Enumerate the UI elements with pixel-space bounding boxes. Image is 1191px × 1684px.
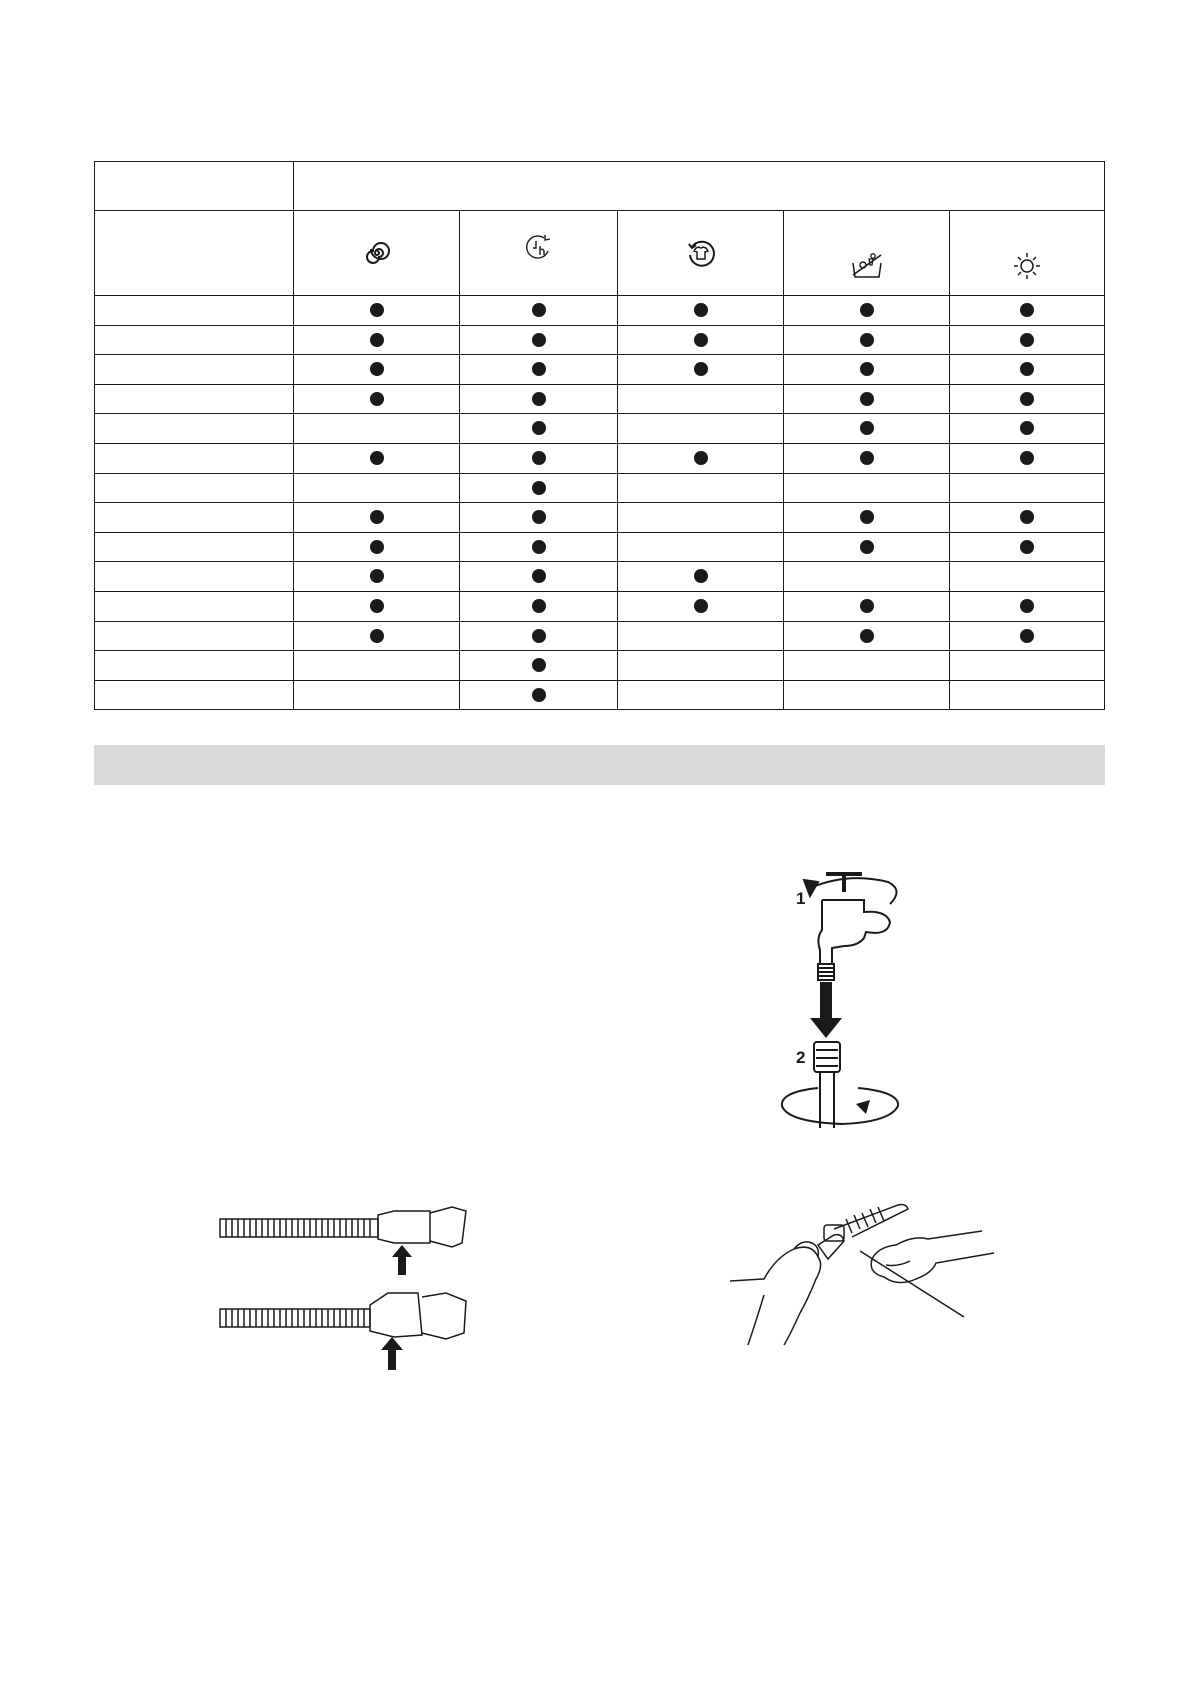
header-span-cell xyxy=(294,162,1105,211)
table-row xyxy=(95,325,1105,355)
available-dot xyxy=(370,303,384,317)
option-cell-no-stain xyxy=(784,591,950,621)
step-number-2: 2 xyxy=(796,1048,806,1067)
up-arrow xyxy=(381,1337,403,1370)
option-cell-spin xyxy=(294,473,460,503)
available-dot xyxy=(532,510,546,524)
available-dot xyxy=(532,658,546,672)
available-dot xyxy=(1020,510,1034,524)
option-cell-dry xyxy=(950,621,1105,651)
table-row xyxy=(95,384,1105,414)
table-body xyxy=(95,296,1105,710)
available-dot xyxy=(694,362,708,376)
hose-illustration xyxy=(218,1205,498,1375)
available-dot xyxy=(532,629,546,643)
option-header-delay-start xyxy=(460,211,618,296)
available-dot xyxy=(370,451,384,465)
table-row xyxy=(95,473,1105,503)
table-row xyxy=(95,532,1105,562)
hose-variants-figure xyxy=(218,1205,498,1375)
option-cell-spin xyxy=(294,562,460,592)
table-row xyxy=(95,355,1105,385)
option-cell-dry xyxy=(950,355,1105,385)
table-row xyxy=(95,591,1105,621)
option-cell-delay-start xyxy=(460,296,618,326)
available-dot xyxy=(370,599,384,613)
option-cell-delay-start xyxy=(460,325,618,355)
option-header-spin xyxy=(294,211,460,296)
option-cell-spin xyxy=(294,651,460,681)
option-cell-easy-iron xyxy=(618,651,784,681)
row-label-cell xyxy=(95,651,294,681)
available-dot xyxy=(370,569,384,583)
option-cell-dry xyxy=(950,473,1105,503)
option-cell-spin xyxy=(294,443,460,473)
row-label-cell xyxy=(95,532,294,562)
option-cell-dry xyxy=(950,325,1105,355)
option-cell-spin xyxy=(294,414,460,444)
option-cell-spin xyxy=(294,591,460,621)
available-dot xyxy=(370,333,384,347)
available-dot xyxy=(532,333,546,347)
no-stain-icon xyxy=(850,251,884,281)
row-label-cell xyxy=(95,680,294,710)
option-cell-delay-start xyxy=(460,503,618,533)
available-dot xyxy=(860,333,874,347)
available-dot xyxy=(860,303,874,317)
available-dot xyxy=(1020,629,1034,643)
available-dot xyxy=(1020,599,1034,613)
option-cell-no-stain xyxy=(784,532,950,562)
option-cell-no-stain xyxy=(784,503,950,533)
available-dot xyxy=(532,481,546,495)
option-cell-delay-start xyxy=(460,562,618,592)
row-label-cell xyxy=(95,355,294,385)
option-cell-delay-start xyxy=(460,621,618,651)
right-hand xyxy=(872,1231,982,1259)
available-dot xyxy=(860,510,874,524)
available-dot xyxy=(694,303,708,317)
option-cell-spin xyxy=(294,355,460,385)
header-blank-cell xyxy=(95,162,294,211)
available-dot xyxy=(860,451,874,465)
option-header-dry xyxy=(950,211,1105,296)
available-dot xyxy=(532,540,546,554)
option-cell-dry xyxy=(950,443,1105,473)
option-cell-easy-iron xyxy=(618,325,784,355)
option-cell-dry xyxy=(950,296,1105,326)
available-dot xyxy=(532,303,546,317)
easy-iron-icon xyxy=(686,238,716,268)
row-label-cell xyxy=(95,503,294,533)
available-dot xyxy=(370,392,384,406)
option-cell-spin xyxy=(294,532,460,562)
option-cell-delay-start xyxy=(460,591,618,621)
down-arrow xyxy=(810,982,842,1038)
spin-icon xyxy=(364,240,390,266)
option-cell-delay-start xyxy=(460,414,618,444)
option-cell-no-stain xyxy=(784,562,950,592)
table-row xyxy=(95,503,1105,533)
table-row xyxy=(95,296,1105,326)
option-cell-easy-iron xyxy=(618,473,784,503)
available-dot xyxy=(532,392,546,406)
available-dot xyxy=(1020,540,1034,554)
available-dot xyxy=(532,451,546,465)
option-cell-dry xyxy=(950,562,1105,592)
option-cell-no-stain xyxy=(784,414,950,444)
available-dot xyxy=(694,333,708,347)
available-dot xyxy=(860,362,874,376)
option-cell-delay-start xyxy=(460,651,618,681)
option-cell-dry xyxy=(950,680,1105,710)
option-cell-dry xyxy=(950,503,1105,533)
row-label-cell xyxy=(95,443,294,473)
option-cell-easy-iron xyxy=(618,384,784,414)
table-row xyxy=(95,562,1105,592)
available-dot xyxy=(860,540,874,554)
available-dot xyxy=(694,451,708,465)
table-row xyxy=(95,443,1105,473)
option-cell-easy-iron xyxy=(618,443,784,473)
available-dot xyxy=(532,421,546,435)
section-header-bar xyxy=(94,745,1105,785)
dry-icon xyxy=(1012,251,1042,281)
row-label-cell xyxy=(95,473,294,503)
option-cell-easy-iron xyxy=(618,591,784,621)
available-dot xyxy=(860,599,874,613)
row-label-cell xyxy=(95,621,294,651)
option-cell-dry xyxy=(950,532,1105,562)
available-dot xyxy=(1020,421,1034,435)
available-dot xyxy=(860,392,874,406)
available-dot xyxy=(860,629,874,643)
available-dot xyxy=(532,599,546,613)
available-dot xyxy=(694,569,708,583)
option-cell-easy-iron xyxy=(618,680,784,710)
option-cell-dry xyxy=(950,651,1105,681)
option-cell-no-stain xyxy=(784,355,950,385)
option-cell-no-stain xyxy=(784,621,950,651)
row-label-cell xyxy=(95,414,294,444)
option-cell-spin xyxy=(294,325,460,355)
available-dot xyxy=(370,510,384,524)
option-cell-no-stain xyxy=(784,296,950,326)
option-cell-no-stain xyxy=(784,443,950,473)
available-dot xyxy=(1020,303,1034,317)
table-row xyxy=(95,621,1105,651)
available-dot xyxy=(1020,333,1034,347)
option-cell-easy-iron xyxy=(618,562,784,592)
option-compatibility-table xyxy=(94,161,1105,710)
option-cell-easy-iron xyxy=(618,355,784,385)
option-header-no-stain xyxy=(784,211,950,296)
option-cell-no-stain xyxy=(784,384,950,414)
table-row xyxy=(95,680,1105,710)
rotate-arrow-lower xyxy=(782,1088,898,1124)
option-cell-easy-iron xyxy=(618,296,784,326)
option-cell-delay-start xyxy=(460,532,618,562)
option-cell-delay-start xyxy=(460,473,618,503)
brush xyxy=(834,1205,908,1238)
available-dot xyxy=(370,540,384,554)
hands-brush-illustration xyxy=(728,1195,998,1355)
option-cell-no-stain xyxy=(784,651,950,681)
header-blank-cell xyxy=(95,211,294,296)
option-cell-delay-start xyxy=(460,680,618,710)
delay-start-icon xyxy=(524,233,554,263)
option-cell-easy-iron xyxy=(618,621,784,651)
row-label-cell xyxy=(95,591,294,621)
table-row xyxy=(95,651,1105,681)
cleaning-filter-figure xyxy=(728,1195,998,1355)
available-dot xyxy=(370,362,384,376)
available-dot xyxy=(1020,362,1034,376)
row-label-cell xyxy=(95,325,294,355)
option-cell-dry xyxy=(950,414,1105,444)
available-dot xyxy=(1020,392,1034,406)
option-cell-no-stain xyxy=(784,680,950,710)
table-row xyxy=(95,414,1105,444)
option-cell-dry xyxy=(950,384,1105,414)
option-cell-dry xyxy=(950,591,1105,621)
option-cell-spin xyxy=(294,296,460,326)
available-dot xyxy=(532,688,546,702)
available-dot xyxy=(532,362,546,376)
available-dot xyxy=(532,569,546,583)
option-cell-spin xyxy=(294,680,460,710)
up-arrow xyxy=(392,1245,412,1275)
option-cell-delay-start xyxy=(460,443,618,473)
row-label-cell xyxy=(95,384,294,414)
row-label-cell xyxy=(95,562,294,592)
available-dot xyxy=(370,629,384,643)
option-cell-no-stain xyxy=(784,473,950,503)
tap-hose-illustration xyxy=(760,860,980,1140)
option-cell-spin xyxy=(294,503,460,533)
option-cell-delay-start xyxy=(460,355,618,385)
option-cell-spin xyxy=(294,621,460,651)
tap-connection-figure xyxy=(760,860,980,1140)
option-cell-easy-iron xyxy=(618,414,784,444)
available-dot xyxy=(694,599,708,613)
step-number-1: 1 xyxy=(796,889,806,908)
option-cell-easy-iron xyxy=(618,503,784,533)
option-cell-easy-iron xyxy=(618,532,784,562)
left-hand xyxy=(730,1247,821,1345)
available-dot xyxy=(1020,451,1034,465)
option-cell-spin xyxy=(294,384,460,414)
available-dot xyxy=(860,421,874,435)
option-cell-no-stain xyxy=(784,325,950,355)
row-label-cell xyxy=(95,296,294,326)
option-header-easy-iron xyxy=(618,211,784,296)
option-cell-delay-start xyxy=(460,384,618,414)
